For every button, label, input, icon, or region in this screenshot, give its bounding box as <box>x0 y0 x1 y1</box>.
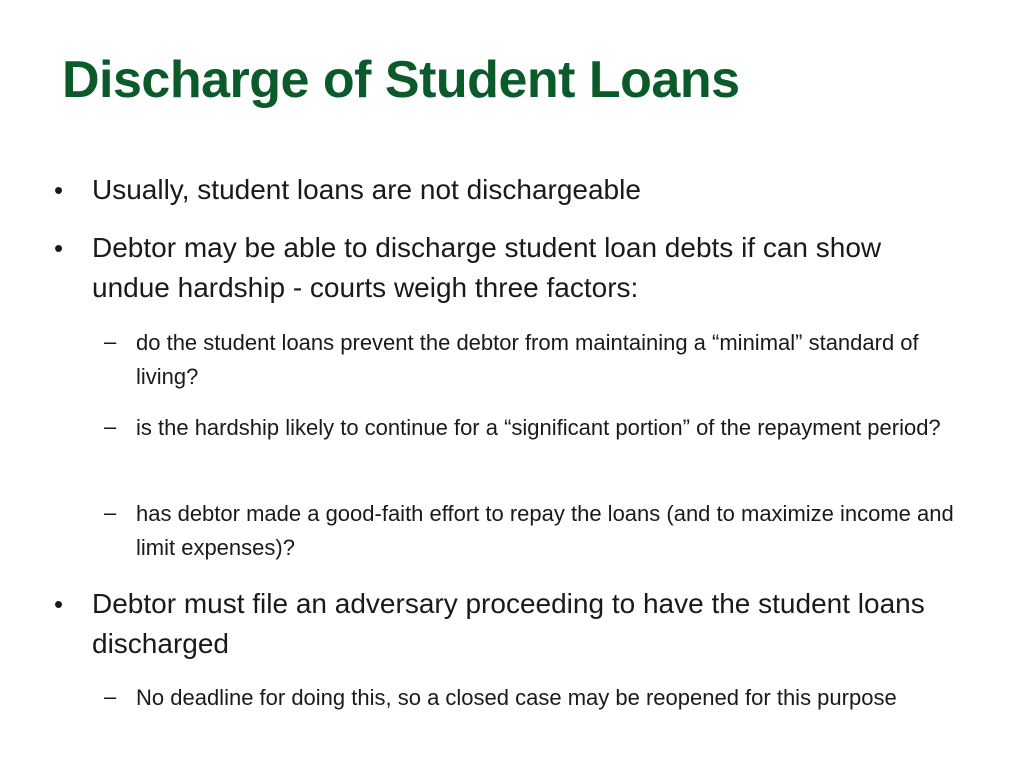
bullet-marker: • <box>54 589 64 619</box>
sub-bullet-item <box>104 681 956 715</box>
sub-bullet-item <box>104 497 956 565</box>
bullet-item <box>54 170 962 210</box>
bullet-text: Usually, student loans are not dischargeable <box>92 174 641 205</box>
bullet-marker: • <box>54 233 64 263</box>
dash-marker: – <box>104 500 117 525</box>
bullet-item <box>54 228 962 308</box>
bullet-item <box>54 584 962 664</box>
sub-bullet-item <box>104 326 956 394</box>
dash-marker: – <box>104 329 117 354</box>
bullet-text: Debtor must file an adversary proceeding to have the student loans discharged <box>92 588 925 659</box>
dash-marker: – <box>104 684 117 709</box>
sub-bullet-text: has debtor made a good-faith effort to repay the loans (and to maximize income and limit expenses)? <box>136 501 954 560</box>
sub-bullet-item <box>104 411 956 445</box>
sub-bullet-text: is the hardship likely to continue for a “significant portion” of the repayment period? <box>136 415 941 440</box>
bullet-text: Debtor may be able to discharge student loan debts if can show undue hardship - courts weigh three factors: <box>92 232 882 303</box>
bullet-marker: • <box>54 175 64 205</box>
slide-title: Discharge of Student Loans <box>62 51 740 109</box>
sub-bullet-text: No deadline for doing this, so a closed case may be reopened for this purpose <box>136 685 897 710</box>
sub-bullet-text: do the student loans prevent the debtor from maintaining a “minimal” standard of living? <box>136 330 919 389</box>
dash-marker: – <box>104 414 117 439</box>
